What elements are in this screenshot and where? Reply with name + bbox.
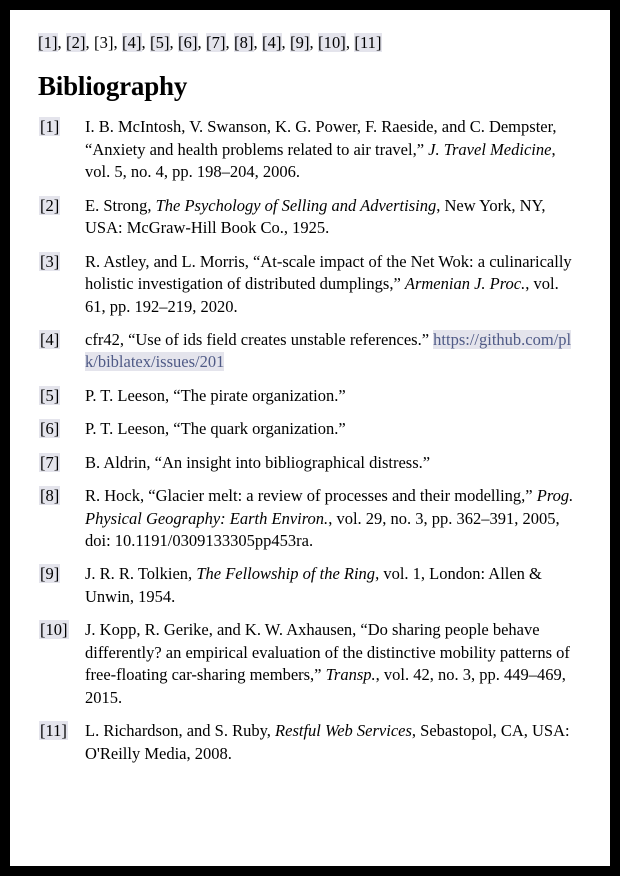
citation-ref[interactable]: [10] (318, 33, 346, 52)
bibliography-text-run: , vol. 5, no. 4, pp. 198–204, 2006. (85, 139, 556, 182)
bibliography-text-run: I. B. McIntosh, V. Swanson, K. G. Power, F. Raeside, and C. Dempster, “Anxiety and health problems related to air travel,” (85, 117, 557, 159)
bibliography-entry-text (85, 720, 582, 765)
bibliography-entry (38, 385, 582, 407)
bibliography-entry (38, 116, 582, 183)
bibliography-title-italic: Transp. (325, 665, 376, 685)
bibliography-entry-label-text: [1] (40, 117, 60, 137)
bibliography-entry-label[interactable] (38, 116, 85, 138)
citation-separator: , (345, 33, 355, 52)
bibliography-entry-label-text: [8] (40, 486, 60, 506)
bibliography-title-italic: J. Travel Medicine (428, 139, 552, 159)
bibliography-entry (38, 563, 582, 608)
bibliography-entry-label[interactable] (38, 452, 85, 474)
bibliography-title-italic: The Psychology of Selling and Advertising (155, 195, 437, 215)
citation-separator: , (197, 33, 206, 52)
citation-ref[interactable]: [9] (290, 33, 310, 52)
bibliography-entry (38, 251, 582, 318)
bibliography-text-run: , Sebastopol, CA, USA: O'Reilly Media, 2008. (85, 721, 570, 763)
bibliography-text-run: B. Aldrin, “An insight into bibliographical distress.” (85, 452, 431, 472)
bibliography-text-run: R. Astley, and L. Morris, “At-scale impact of the Net Wok: a culinarically holistic investigation of distributed dumplings,” (85, 251, 572, 294)
inline-citation-line (38, 32, 582, 53)
bibliography-entry (38, 720, 582, 765)
bibliography-title-italic: Prog. Physical Geography: Earth Environ. (85, 486, 574, 528)
citation-separator: , (253, 33, 262, 52)
bibliography-entry (38, 619, 582, 709)
citation-separator: , (169, 33, 178, 52)
citation-ref[interactable]: [7] (206, 33, 226, 52)
bibliography-entry-text (85, 619, 582, 709)
bibliography-entry-label[interactable] (38, 195, 85, 217)
bibliography-text-run: E. Strong, (85, 195, 156, 215)
bibliography-entry-text (85, 485, 582, 552)
bibliography-entry-label[interactable] (38, 418, 85, 440)
bibliography-entry-label-text: [5] (40, 385, 60, 405)
page-title: Bibliography (38, 71, 188, 102)
citation-ref[interactable]: [4] (262, 33, 282, 52)
bibliography-entry-label-text: [3] (40, 251, 60, 271)
citation-separator: , (309, 33, 318, 52)
bibliography-text-run: , vol. 61, pp. 192–219, 2020. (85, 274, 559, 316)
bibliography-entry-text (85, 251, 582, 318)
bibliography-entry-text (85, 563, 582, 608)
citation-ref[interactable]: [8] (234, 33, 254, 52)
bibliography-text-run: cfr42, “Use of ids field creates unstable references.” (85, 329, 434, 349)
bibliography-text-run: , vol. 29, no. 3, pp. 362–391, 2005, doi: 10.1191/0309133305pp453ra. (85, 508, 560, 550)
bibliography-text-run: P. T. Leeson, “The quark organization.” (85, 419, 346, 439)
bibliography-entry-label-text: [4] (40, 329, 60, 349)
document-page (10, 10, 610, 866)
bibliography-entry-text (85, 385, 582, 407)
bibliography-title-italic: Armenian J. Proc. (404, 274, 526, 294)
bibliography-entry-label-text: [7] (40, 452, 60, 472)
bibliography-text-run: R. Hock, “Glacier melt: a review of processes and their modelling,” (85, 486, 537, 506)
citation-separator: , (113, 33, 122, 52)
bibliography-text-run: , vol. 42, no. 3, pp. 449–469, 2015. (85, 665, 566, 707)
bibliography-entry-label[interactable] (38, 251, 85, 273)
citation-ref[interactable]: [4] (122, 33, 142, 52)
citation-ref[interactable]: [5] (150, 33, 170, 52)
bibliography-entry (38, 485, 582, 552)
bibliography-text-run: P. T. Leeson, “The pirate organization.” (85, 385, 346, 405)
bibliography-entry-label-text: [11] (40, 721, 67, 741)
document-content (10, 10, 610, 765)
bibliography-entry-text (85, 116, 582, 183)
bibliography-text-run: L. Richardson, and S. Ruby, (85, 721, 276, 741)
bibliography-entry-label-text: [10] (40, 620, 68, 640)
bibliography-text-run: , vol. 1, London: Allen & Unwin, 1954. (85, 564, 542, 606)
citation-separator: , (281, 33, 290, 52)
citation-separator: , (85, 33, 94, 52)
citation-separator: , (141, 33, 150, 52)
bibliography-entry (38, 329, 582, 374)
citation-separator: , (225, 33, 234, 52)
bibliography-entry-label[interactable] (38, 329, 85, 351)
bibliography-entry (38, 195, 582, 240)
citation-separator: , (57, 33, 66, 52)
bibliography-entry (38, 452, 582, 474)
bibliography-entry-text (85, 418, 582, 440)
bibliography-entry-label[interactable] (38, 485, 85, 507)
bibliography-entry-label-text: [9] (40, 564, 60, 584)
bibliography-entry-label-text: [2] (40, 195, 60, 215)
citation-ref[interactable]: [6] (178, 33, 198, 52)
bibliography-entry-label[interactable] (38, 720, 85, 742)
bibliography-entry-text (85, 329, 582, 374)
bibliography-entry-label[interactable] (38, 563, 85, 585)
bibliography-text-run: J. Kopp, R. Gerike, and K. W. Axhausen, “Do sharing people behave differently? an empirical evaluation of the distinctive mobility patterns of free-floating car-sharing members,” (85, 620, 570, 685)
bibliography-title-italic: The Fellowship of the Ring (196, 564, 376, 584)
bibliography-entry-label[interactable] (38, 385, 85, 407)
bibliography-entry (38, 418, 582, 440)
bibliography-entry-label[interactable] (38, 619, 85, 641)
bibliography-list (38, 116, 582, 765)
bibliography-entry-text (85, 452, 582, 474)
citation-ref[interactable]: [2] (66, 33, 86, 52)
bibliography-title-italic: Restful Web Services (275, 721, 412, 741)
bibliography-entry-text (85, 195, 582, 240)
bibliography-entry-label-text: [6] (40, 419, 60, 439)
citation-ref[interactable]: [1] (38, 33, 58, 52)
citation-ref[interactable]: [11] (354, 33, 382, 52)
bibliography-text-run: J. R. R. Tolkien, (85, 564, 197, 584)
citation-ref[interactable]: [3] (94, 33, 114, 52)
bibliography-text-run: , New York, NY, USA: McGraw-Hill Book Co., 1925. (85, 195, 546, 238)
bibliography-url-link[interactable]: https://github.com/plk/biblatex/issues/201 (85, 329, 572, 372)
